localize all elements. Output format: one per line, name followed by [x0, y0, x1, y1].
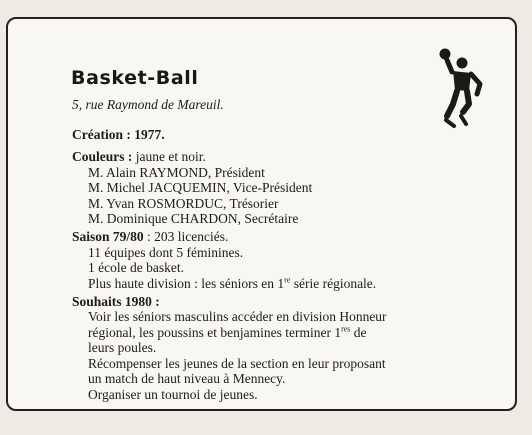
season-value: : 203 licenciés. [147, 229, 229, 245]
wish-line: Récompenser les jeunes de la section en leur proposant [88, 355, 386, 371]
officer-line: M. Alain RAYMOND, Président [88, 164, 265, 180]
wish-line: Voir les séniors masculins accéder en division Honneur [88, 309, 387, 325]
wish-line: Organiser un tournoi de jeunes. [88, 386, 258, 402]
colors-label: Couleurs : [72, 149, 133, 165]
basketball-player-icon [428, 46, 488, 130]
season-section [72, 229, 482, 291]
wishes-section [72, 294, 482, 402]
club-title: Basket-Ball [71, 67, 199, 89]
season-teams: 11 équipes dont 5 féminines. [88, 244, 244, 260]
wish-line: leurs poules. [88, 340, 157, 356]
wish-line: régional, les poussins et benjamines terminer 1res de [88, 324, 367, 340]
season-label: Saison 79/80 [72, 229, 144, 245]
season-school: 1 école de basket. [88, 260, 184, 276]
wishes-label: Souhaits 1980 : [72, 294, 160, 310]
officer-line: M. Dominique CHARDON, Secrétaire [88, 211, 299, 227]
colors-section [72, 149, 482, 226]
season-division: Plus haute division : les séniors en 1re série régionale. [88, 275, 377, 291]
wish-line: un match de haut niveau à Mennecy. [88, 371, 286, 387]
creation-value: 1977. [134, 127, 165, 142]
creation-label: Création : [72, 127, 131, 142]
club-address: 5, rue Raymond de Mareuil. [72, 97, 224, 112]
colors-value: jaune et noir. [135, 149, 206, 165]
officer-line: M. Michel JACQUEMIN, Vice-Président [88, 180, 313, 196]
creation-section [72, 127, 482, 142]
officer-line: M. Yvan ROSMORDUC, Trésorier [88, 195, 279, 211]
club-details [72, 127, 482, 409]
